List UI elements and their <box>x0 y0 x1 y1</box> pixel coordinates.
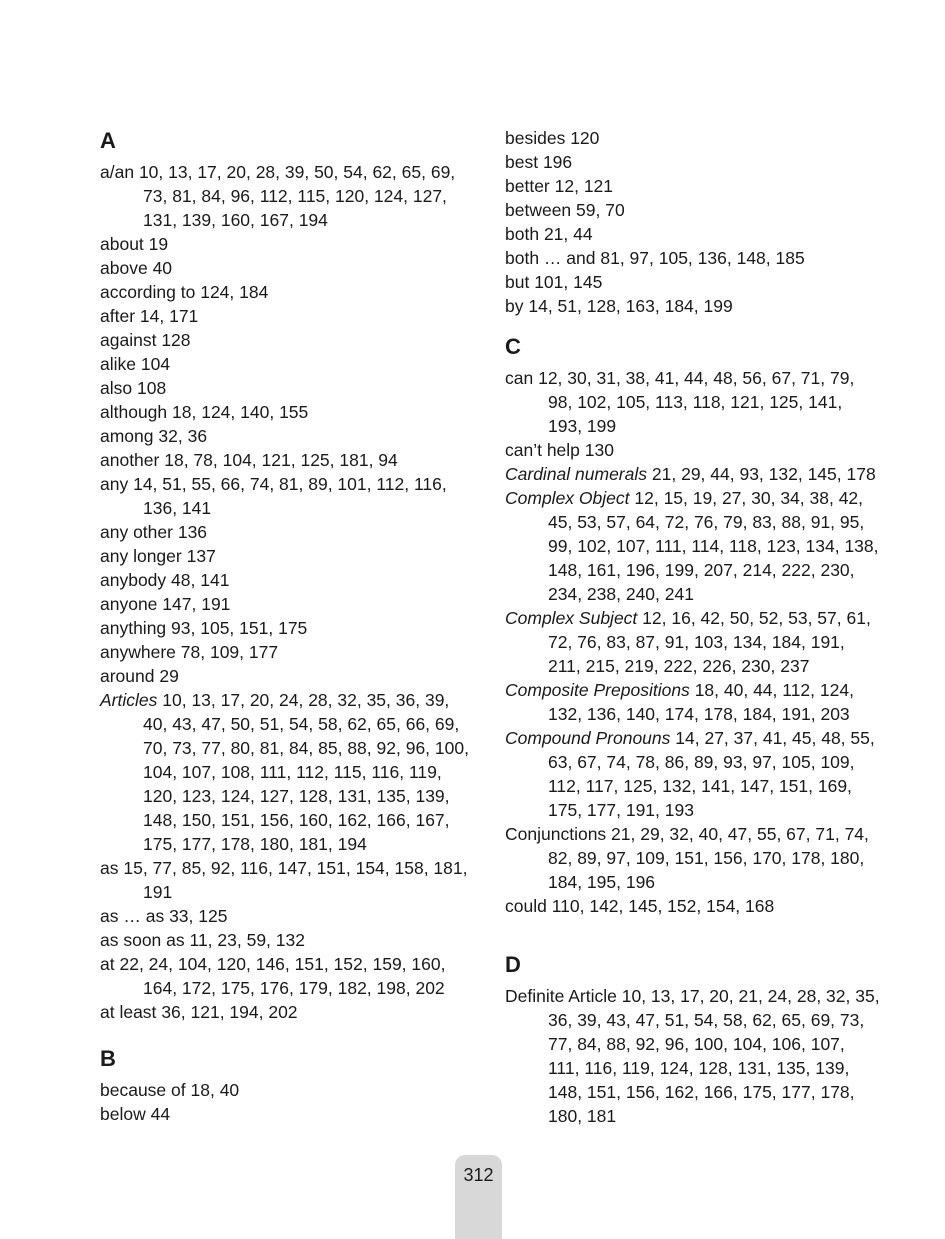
index-entry <box>505 606 880 678</box>
section-letter: B <box>100 1046 116 1071</box>
index-pages: 147, 191 <box>162 594 231 614</box>
index-entry <box>100 256 475 280</box>
section-letter: D <box>505 952 521 977</box>
index-term: against <box>100 330 157 350</box>
index-term: a/an <box>100 162 135 182</box>
index-entry <box>100 928 475 952</box>
index-term: better <box>505 176 550 196</box>
index-section <box>505 950 880 1128</box>
index-entry <box>100 304 475 328</box>
index-term: besides <box>505 128 566 148</box>
index-entry <box>505 462 880 486</box>
index-pages: 12, 121 <box>554 176 614 196</box>
index-term: anywhere <box>100 642 176 662</box>
index-pages: 18, 78, 104, 121, 125, 181, 94 <box>164 450 398 470</box>
index-term: about <box>100 234 144 254</box>
index-term: alike <box>100 354 136 374</box>
index-entry <box>100 328 475 352</box>
index-entry <box>100 640 475 664</box>
index-term: above <box>100 258 148 278</box>
index-term: between <box>505 200 572 220</box>
index-entry <box>505 294 880 318</box>
index-pages: 15, 77, 85, 92, 116, 147, 151, 154, 158, 181, 191 <box>123 858 468 902</box>
index-pages: 36, 121, 194, 202 <box>161 1002 298 1022</box>
index-section <box>100 1044 475 1126</box>
index-entry <box>100 688 475 856</box>
index-pages: 21, 29, 44, 93, 132, 145, 178 <box>651 464 876 484</box>
index-term: Complex Object <box>505 488 630 508</box>
index-pages: 81, 97, 105, 136, 148, 185 <box>600 248 805 268</box>
index-entry <box>100 424 475 448</box>
index-entry <box>100 448 475 472</box>
index-term: Articles <box>100 690 158 710</box>
index-term: because of <box>100 1080 186 1100</box>
index-pages: 10, 13, 17, 20, 24, 28, 32, 35, 36, 39, 40, 43, 47, 50, 51, 54, 58, 62, 65, 66, 69, 70, 73, 77, 80, 81, 84, 85, 88, 92, 96, 100, 104, 107, 108, 111, 112, 115, 116, 119, 120, 123, 124, 127, 128, 131, 135, 139, 148, 150, 151, 156, 160, 162, 166, 167, 175, 177, 178, 180, 181, 194 <box>143 690 469 854</box>
index-entry <box>505 198 880 222</box>
index-pages: 104 <box>140 354 171 374</box>
index-term: as soon as <box>100 930 185 950</box>
index-term: after <box>100 306 136 326</box>
index-entry <box>505 894 880 918</box>
index-entry <box>100 1078 475 1102</box>
index-pages: 19 <box>148 234 169 254</box>
index-pages: 108 <box>136 378 167 398</box>
index-entry <box>505 126 880 150</box>
index-entry <box>100 352 475 376</box>
index-pages: 40 <box>152 258 173 278</box>
index-entry <box>505 822 880 894</box>
index-pages: 14, 51, 55, 66, 74, 81, 89, 101, 112, 116, 136, 141 <box>133 474 447 518</box>
index-pages: 18, 124, 140, 155 <box>172 402 309 422</box>
index-entry <box>505 174 880 198</box>
index-term: both <box>505 224 540 244</box>
index-term: Composite Prepositions <box>505 680 690 700</box>
index-term: another <box>100 450 160 470</box>
section-letter: A <box>100 128 116 153</box>
index-pages: 14, 27, 37, 41, 45, 48, 55, 63, 67, 74, 78, 86, 89, 93, 97, 105, 109, 112, 117, 125, 132, 141, 147, 151, 169, 175, 177, 191, 193 <box>548 728 875 820</box>
index-pages: 12, 16, 42, 50, 52, 53, 57, 61, 72, 76, 83, 87, 91, 103, 134, 184, 191, 211, 215, 219, 222, 226, 230, 237 <box>548 608 871 676</box>
index-entry <box>505 486 880 606</box>
index-entry <box>505 270 880 294</box>
index-entry <box>100 856 475 904</box>
index-section <box>505 332 880 918</box>
index-term: anything <box>100 618 167 638</box>
index-entry <box>505 150 880 174</box>
index-pages: 93, 105, 151, 175 <box>171 618 308 638</box>
index-section <box>100 126 475 1024</box>
index-pages: 10, 13, 17, 20, 28, 39, 50, 54, 62, 65, 69, 73, 81, 84, 96, 112, 115, 120, 124, 127, 131, 139, 160, 167, 194 <box>138 162 456 230</box>
index-pages: 101, 145 <box>534 272 603 292</box>
index-pages: 33, 125 <box>169 906 228 926</box>
section-letter: C <box>505 334 521 359</box>
index-pages: 21, 44 <box>543 224 593 244</box>
index-pages: 59, 70 <box>576 200 625 220</box>
index-entry <box>100 952 475 1000</box>
index-term: can <box>505 368 534 388</box>
index-entry <box>505 222 880 246</box>
index-entry <box>100 472 475 520</box>
index-term: both … and <box>505 248 596 268</box>
index-pages: 48, 141 <box>171 570 230 590</box>
index-pages: 196 <box>542 152 573 172</box>
index-pages: 12, 15, 19, 27, 30, 34, 38, 42, 45, 53, 57, 64, 72, 76, 79, 83, 88, 91, 95, 99, 102, 107, 111, 114, 118, 123, 134, 138, 148, 161, 196, 199, 207, 214, 222, 230, 234, 238, 240, 241 <box>548 488 879 604</box>
index-pages: 22, 24, 104, 120, 146, 151, 152, 159, 160, 164, 172, 175, 176, 179, 182, 198, 202 <box>119 954 446 998</box>
index-entry <box>100 592 475 616</box>
index-pages: 14, 171 <box>139 306 199 326</box>
index-pages: 32, 36 <box>158 426 208 446</box>
index-pages: 10, 13, 17, 20, 21, 24, 28, 32, 35, 36, 39, 43, 47, 51, 54, 58, 62, 65, 69, 73, 77, 84, 88, 92, 96, 100, 104, 106, 107, 111, 116, 119, 124, 128, 131, 135, 139, 148, 151, 156, 162, 166, 175, 177, 178, 180, 181 <box>548 986 880 1126</box>
index-term: but <box>505 272 530 292</box>
index-entry <box>505 246 880 270</box>
index-pages: 12, 30, 31, 38, 41, 44, 48, 56, 67, 71, 79, 98, 102, 105, 113, 118, 121, 125, 141, 193, 199 <box>538 368 855 436</box>
index-term: Cardinal numerals <box>505 464 648 484</box>
index-pages: 130 <box>584 440 614 460</box>
index-term: although <box>100 402 168 422</box>
index-entry <box>505 366 880 438</box>
index-term: Complex Subject <box>505 608 638 628</box>
index-entry <box>505 984 880 1128</box>
index-term: any other <box>100 522 173 542</box>
index-entry <box>505 678 880 726</box>
index-entry <box>100 400 475 424</box>
index-pages: 21, 29, 32, 40, 47, 55, 67, 71, 74, 82, 89, 97, 109, 151, 156, 170, 178, 180, 184, 195, 196 <box>548 824 869 892</box>
page-number-tab <box>455 1155 502 1239</box>
index-entry <box>100 568 475 592</box>
index-pages: 78, 109, 177 <box>180 642 279 662</box>
index-pages: 14, 51, 128, 163, 184, 199 <box>528 296 733 316</box>
index-term: anyone <box>100 594 158 614</box>
index-term: as <box>100 858 119 878</box>
index-entry <box>505 438 880 462</box>
index-term: as … as <box>100 906 165 926</box>
index-term: Compound Pronouns <box>505 728 671 748</box>
index-section <box>505 126 880 318</box>
index-pages: 110, 142, 145, 152, 154, 168 <box>551 896 775 916</box>
index-entry <box>505 726 880 822</box>
index-entry <box>100 232 475 256</box>
index-pages: 124, 184 <box>200 282 269 302</box>
index-entry <box>100 1102 475 1126</box>
index-entry <box>100 544 475 568</box>
index-entry <box>100 616 475 640</box>
index-entry <box>100 520 475 544</box>
index-term: Conjunctions <box>505 824 607 844</box>
index-entry <box>100 376 475 400</box>
index-entry <box>100 1000 475 1024</box>
page-number: 312 <box>463 1165 494 1185</box>
index-pages: 29 <box>159 666 179 686</box>
index-term: by <box>505 296 524 316</box>
index-term: could <box>505 896 547 916</box>
index-term: any <box>100 474 129 494</box>
index-pages: 18, 40 <box>190 1080 240 1100</box>
index-term: at <box>100 954 115 974</box>
index-term: according to <box>100 282 196 302</box>
index-pages: 137 <box>186 546 216 566</box>
index-pages: 136 <box>177 522 208 542</box>
index-term: below <box>100 1104 146 1124</box>
index-pages: 120 <box>570 128 600 148</box>
index-pages: 128 <box>161 330 191 350</box>
index-entry <box>100 280 475 304</box>
index-term: best <box>505 152 539 172</box>
index-term: at least <box>100 1002 157 1022</box>
index-pages: 18, 40, 44, 112, 124, 132, 136, 140, 174, 178, 184, 191, 203 <box>548 680 854 724</box>
index-term: Definite Article <box>505 986 617 1006</box>
index-entry <box>100 664 475 688</box>
index-entry <box>100 904 475 928</box>
index-term: any longer <box>100 546 182 566</box>
index-pages: 44 <box>150 1104 171 1124</box>
index-term: anybody <box>100 570 167 590</box>
index-term: can’t help <box>505 440 580 460</box>
index-term: around <box>100 666 155 686</box>
index-term: also <box>100 378 133 398</box>
index-term: among <box>100 426 154 446</box>
index-entry <box>100 160 475 232</box>
index-pages: 11, 23, 59, 132 <box>189 930 305 950</box>
